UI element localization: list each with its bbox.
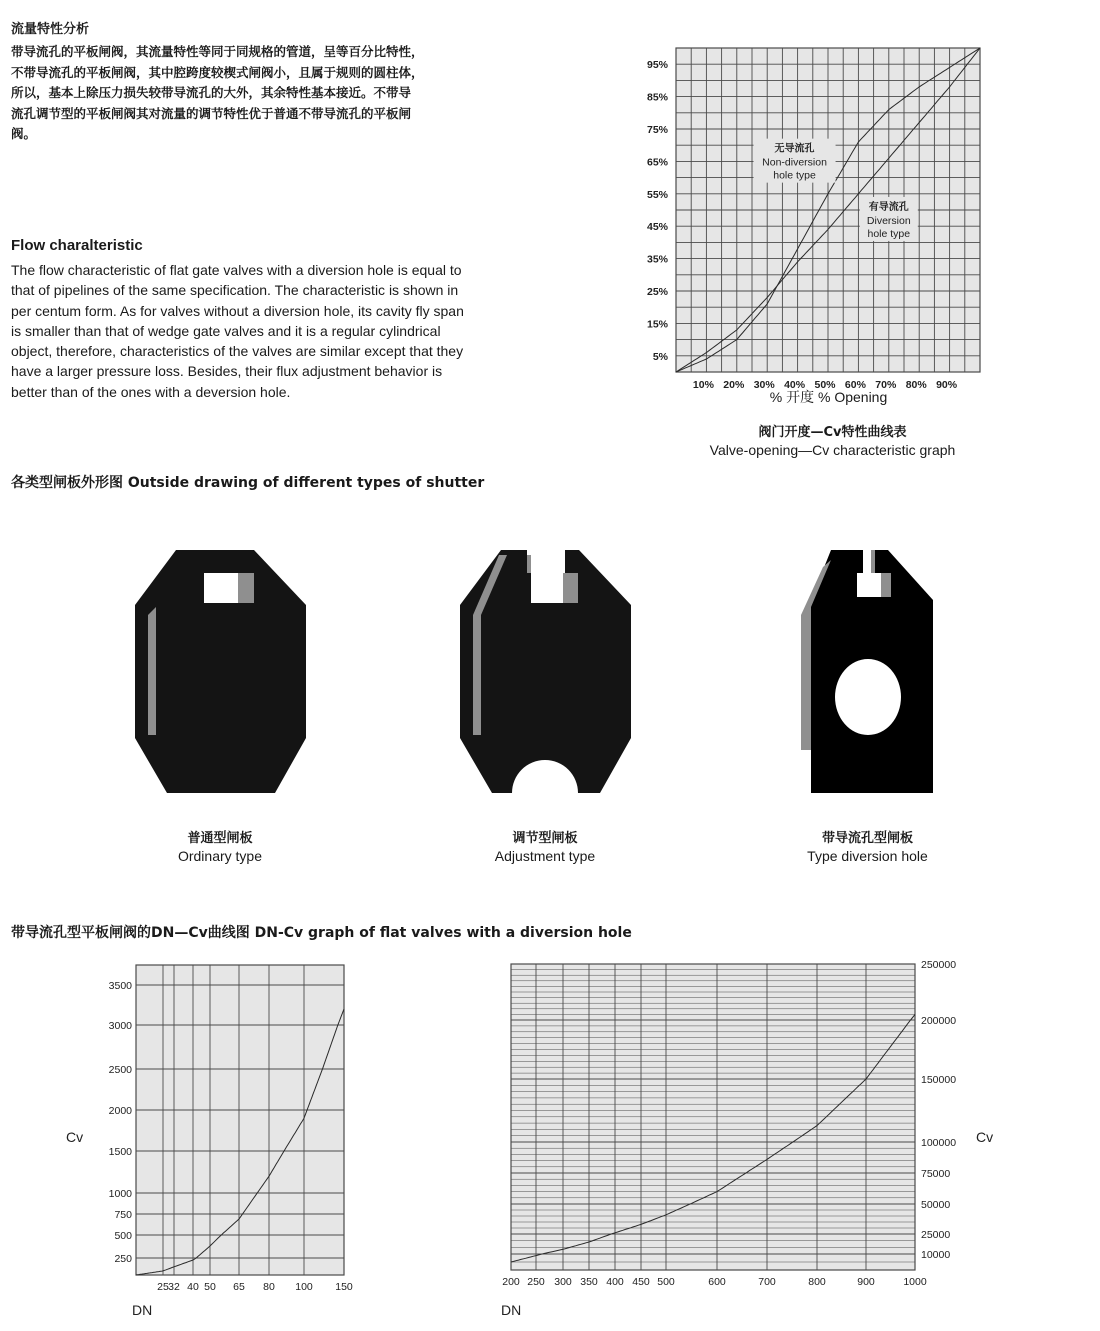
- y-tick-label: 150000: [921, 1074, 957, 1086]
- y-tick-label: 2000: [108, 1105, 132, 1117]
- y-tick-label: 3000: [108, 1020, 132, 1032]
- section-title-en: Flow charalteristic: [11, 237, 143, 254]
- shutter-caption-cn: 普通型闸板: [187, 831, 253, 846]
- y-tick-label: 750: [114, 1209, 132, 1221]
- x-tick-label: 600: [708, 1276, 726, 1288]
- x-tick-label: 50%: [814, 379, 836, 390]
- series-label-en: hole type: [773, 169, 816, 182]
- y-tick-label: 50000: [921, 1199, 951, 1211]
- opening-cv-chart: [630, 40, 1000, 390]
- y-tick-label: 95%: [646, 59, 668, 72]
- shutter-ordinary: [130, 545, 310, 795]
- series-label-en: Non-diversion: [762, 156, 827, 169]
- dn-section-title: 带导流孔型平板闸阀的DN—Cv曲线图 DN-Cv graph of flat valves with a diversion hole: [11, 925, 632, 941]
- shutter-diversion-notch-shade: [871, 550, 875, 573]
- x-tick-label: 70%: [875, 379, 897, 390]
- y-tick-label: 75000: [921, 1168, 951, 1180]
- x-tick-label: 25: [157, 1281, 169, 1293]
- shutter-ordinary-shade-left: [148, 607, 156, 735]
- x-tick-label: 90%: [936, 379, 958, 390]
- y-tick-label: 5%: [652, 350, 668, 363]
- series-label-cn: 有导流孔: [868, 201, 909, 213]
- shutter-diversion-body: [811, 550, 933, 793]
- series-label-en: Diversion: [866, 214, 911, 227]
- intro-paragraph-en: [11, 260, 511, 402]
- intro-cn-line: 带导流孔的平板闸阀，其流量特性等同于同规格的管道，呈等百分比特性，: [11, 44, 424, 59]
- x-tick-label: 500: [657, 1276, 675, 1288]
- x-tick-label: 50: [204, 1281, 216, 1293]
- x-tick-label: 900: [857, 1276, 875, 1288]
- shutter-adjustment-slot-shade: [563, 573, 578, 603]
- x-tick-label: 20%: [723, 379, 745, 390]
- y-tick-label: 85%: [646, 91, 668, 104]
- intro-cn-line: 不带导流孔的平板闸阀，其中腔跨度较楔式闸阀小，且属于规则的圆柱体，: [11, 64, 424, 80]
- y-tick-label: 25000: [921, 1229, 951, 1241]
- y-tick-label: 100000: [921, 1137, 957, 1149]
- y-tick-label: 250: [114, 1253, 132, 1265]
- x-tick-label: 100: [295, 1281, 313, 1293]
- x-tick-label: 10%: [692, 379, 714, 390]
- y-tick-label: 200000: [921, 1015, 957, 1027]
- x-tick-label: 80%: [905, 379, 927, 390]
- x-tick-label: 350: [580, 1276, 598, 1288]
- dn-cv-chart-large: [490, 950, 1010, 1325]
- y-tick-label: 250000: [921, 959, 957, 971]
- x-tick-label: 80: [263, 1281, 275, 1293]
- dn-large-grid: [511, 964, 915, 1270]
- shutter-diversion-slot-shade: [881, 573, 891, 597]
- x-tick-label: 200: [502, 1276, 520, 1288]
- y-tick-label: 55%: [646, 188, 668, 201]
- intro-en-line: per centum form. As for valves without a diversion hole, its cavity fly span: [11, 302, 464, 319]
- x-axis-label: DN: [501, 1302, 522, 1318]
- x-tick-label: 40: [187, 1281, 199, 1293]
- intro-en-line: The flow characteristic of flat gate valves with a diversion hole is equal to: [11, 262, 462, 278]
- y-tick-label: 45%: [646, 221, 668, 234]
- shutter-caption-en: Type diversion hole: [807, 848, 928, 864]
- x-tick-label: 700: [758, 1276, 776, 1288]
- shutter-section-title: 各类型闸板外形图 Outside drawing of different types of shutter: [11, 475, 485, 491]
- intro-cn-line: 所以，基本上除压力损失较带导流孔的大外，其余特性基本接近。不带导: [11, 85, 412, 100]
- y-tick-label: 65%: [646, 156, 668, 169]
- intro-cn-line: 流孔调节型的平板闸阀其对流量的调节特性优于普通不带导流孔的平板闸: [11, 105, 412, 121]
- y-axis-label: Cv: [976, 1129, 994, 1145]
- y-tick-label: 500: [114, 1230, 132, 1242]
- series-label-cn: 无导流孔: [774, 143, 815, 155]
- y-tick-label: 15%: [646, 318, 668, 331]
- y-tick-label: 35%: [646, 253, 668, 266]
- shutter-caption-cn: 调节型闸板: [512, 831, 578, 846]
- shutter-adjustment: [455, 545, 635, 795]
- x-tick-label: 450: [632, 1276, 650, 1288]
- x-tick-label: 40%: [784, 379, 806, 390]
- intro-en-line: better than of the ones with a deversion hole.: [11, 383, 291, 400]
- intro-en-line: is smaller than that of wedge gate valves and it is a regular cylindrical: [11, 322, 441, 339]
- y-tick-label: 2500: [108, 1064, 132, 1076]
- intro-en-line: that of pipelines of the same specification. The characteristic is shown in: [11, 282, 459, 299]
- y-tick-label: 75%: [646, 124, 668, 136]
- x-tick-label: 400: [606, 1276, 624, 1288]
- shutter-ordinary-slot-shade: [238, 573, 254, 603]
- opening-chart-title-cn: 阀门开度—Cv特性曲线表: [758, 425, 907, 440]
- opening-chart-xlabel: % 开度 % Opening: [769, 389, 888, 405]
- x-axis-label: DN: [132, 1302, 153, 1318]
- section-title-cn: 流量特性分析: [11, 22, 90, 37]
- intro-en-line: have a larger pressure loss. Besides, their flux adjustment behavior is: [11, 363, 443, 380]
- intro-en-line: object, therefore, characteristics of the valves are similar except that they: [11, 343, 464, 360]
- x-tick-label: 1000: [903, 1276, 927, 1288]
- y-axis-label: Cv: [66, 1129, 84, 1145]
- shutter-diversion-hole: [793, 545, 943, 795]
- x-tick-label: 32: [168, 1281, 180, 1293]
- series-label-en: hole type: [867, 227, 911, 240]
- y-tick-label: 3500: [108, 980, 132, 992]
- intro-cn-line: 阀。: [11, 126, 37, 141]
- opening-chart-title-en: Valve-opening—Cv characteristic graph: [709, 442, 956, 458]
- y-tick-label: 1000: [108, 1188, 132, 1200]
- x-tick-label: 250: [527, 1276, 545, 1288]
- x-tick-label: 65: [233, 1281, 245, 1293]
- x-tick-label: 800: [808, 1276, 826, 1288]
- x-tick-label: 30%: [753, 379, 775, 390]
- plot-area: [136, 965, 344, 1275]
- dn-cv-chart-small: [60, 955, 370, 1325]
- x-tick-label: 300: [554, 1276, 572, 1288]
- shutter-caption-en: Ordinary type: [177, 848, 263, 864]
- opening-chart-grid: [676, 48, 980, 372]
- intro-paragraph-cn: [11, 42, 501, 145]
- dn-small-grid: [136, 965, 344, 1275]
- shutter-caption-en: Adjustment type: [494, 848, 596, 864]
- y-tick-label: 25%: [646, 286, 668, 298]
- y-tick-label: 1500: [108, 1146, 132, 1158]
- x-tick-label: 150: [335, 1281, 353, 1293]
- shutter-caption-cn: 带导流孔型闸板: [821, 831, 913, 846]
- shutter-adjustment-slot-shade-left: [527, 555, 531, 573]
- y-tick-label: 10000: [921, 1249, 951, 1261]
- x-tick-label: 60%: [844, 379, 866, 390]
- shutter-ordinary-body: [135, 550, 306, 793]
